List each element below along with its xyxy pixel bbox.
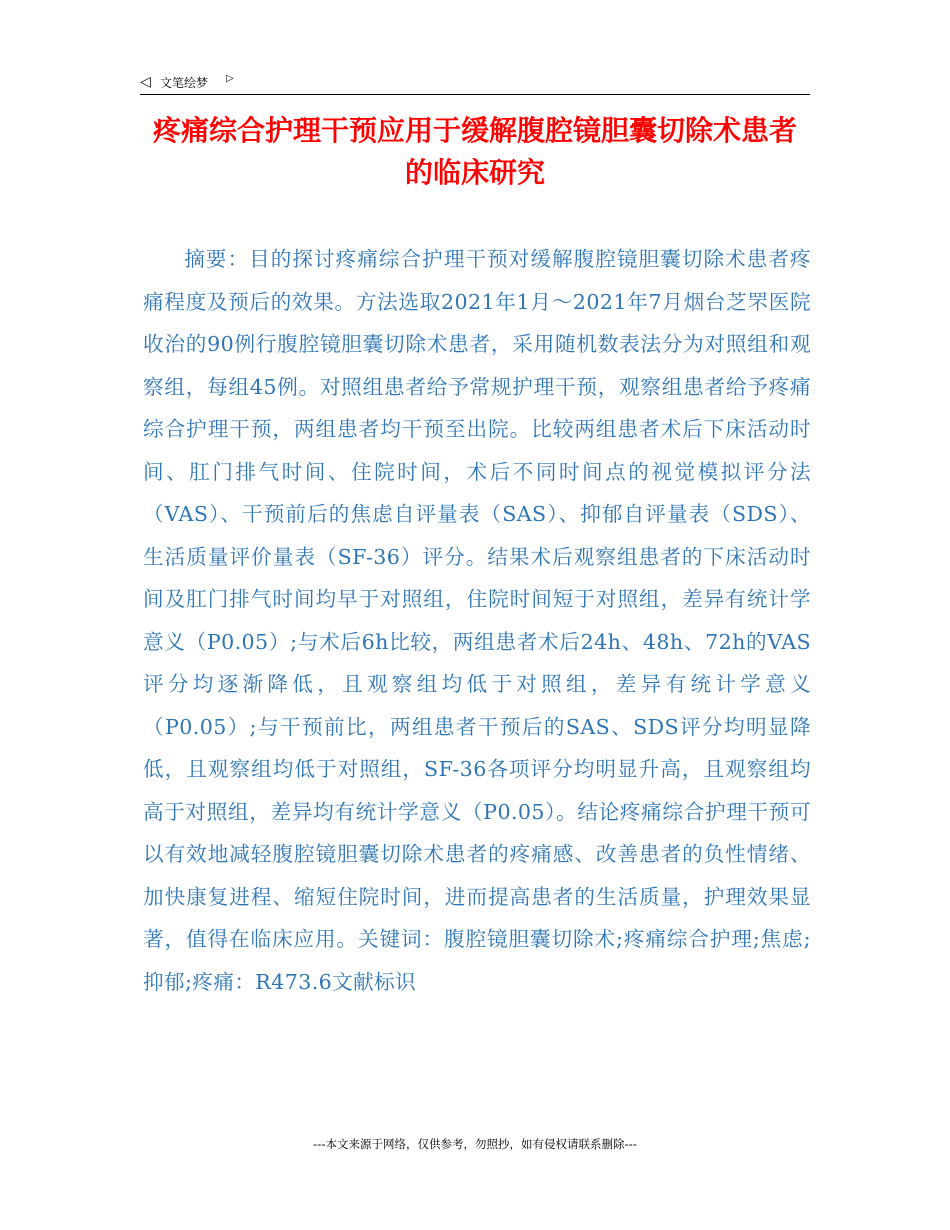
- page-footer: ---本文来源于网络，仅供参考，勿照抄，如有侵权请联系删除---: [313, 1137, 637, 1151]
- document-title: 疼痛综合护理干预应用于缓解腹腔镜胆囊切除术患者的临床研究: [152, 114, 797, 189]
- right-triangle-icon: ▷: [226, 73, 234, 84]
- left-triangle-icon: ◁: [140, 74, 151, 90]
- page-header: [140, 72, 810, 95]
- abstract-paragraph: 摘要：目的探讨疼痛综合护理干预对缓解腹腔镜胆囊切除术患者疼痛程度及预后的效果。方法选取2021年1月～2021年7月烟台芝罘医院收治的90例行腹腔镜胆囊切除术患者，采用随机数表法分为对照组和观察组，每组45例。对照组患者给予常规护理干预，观察组患者给予疼痛综合护理干预，两组患者均干预至出院。比较两组患者术后下床活动时间、肛门排气时间、住院时间，术后不同时间点的视觉模拟评分法（VAS）、干预前后的焦虑自评量表（SAS）、抑郁自评量表（SDS）、生活质量评价量表（SF-36）评分。结果术后观察组患者的下床活动时间及肛门排气时间均早于对照组，住院时间短于对照组，差异有统计学意义（P0.05）;与术后6h比较，两组患者术后24h、48h、72h的VAS评分均逐渐降低，且观察组均低于对照组，差异有统计学意义（P0.05）;与干预前比，两组患者干预后的SAS、SDS评分均明显降低，且观察组均低于对照组，SF-36各项评分均明显升高，且观察组均高于对照组，差异均有统计学意义（P0.05）。结论疼痛综合护理干预可以有效地减轻腹腔镜胆囊切除术患者的疼痛感、改善患者的负性情绪、加快康复进程、缩短住院时间，进而提高患者的生活质量，护理效果显著，值得在临床应用。关键词：腹腔镜胆囊切除术;疼痛综合护理;焦虑;抑郁;疼痛：R473.6文献标识: [143, 247, 811, 994]
- header-text: 文笔绘梦: [160, 76, 209, 90]
